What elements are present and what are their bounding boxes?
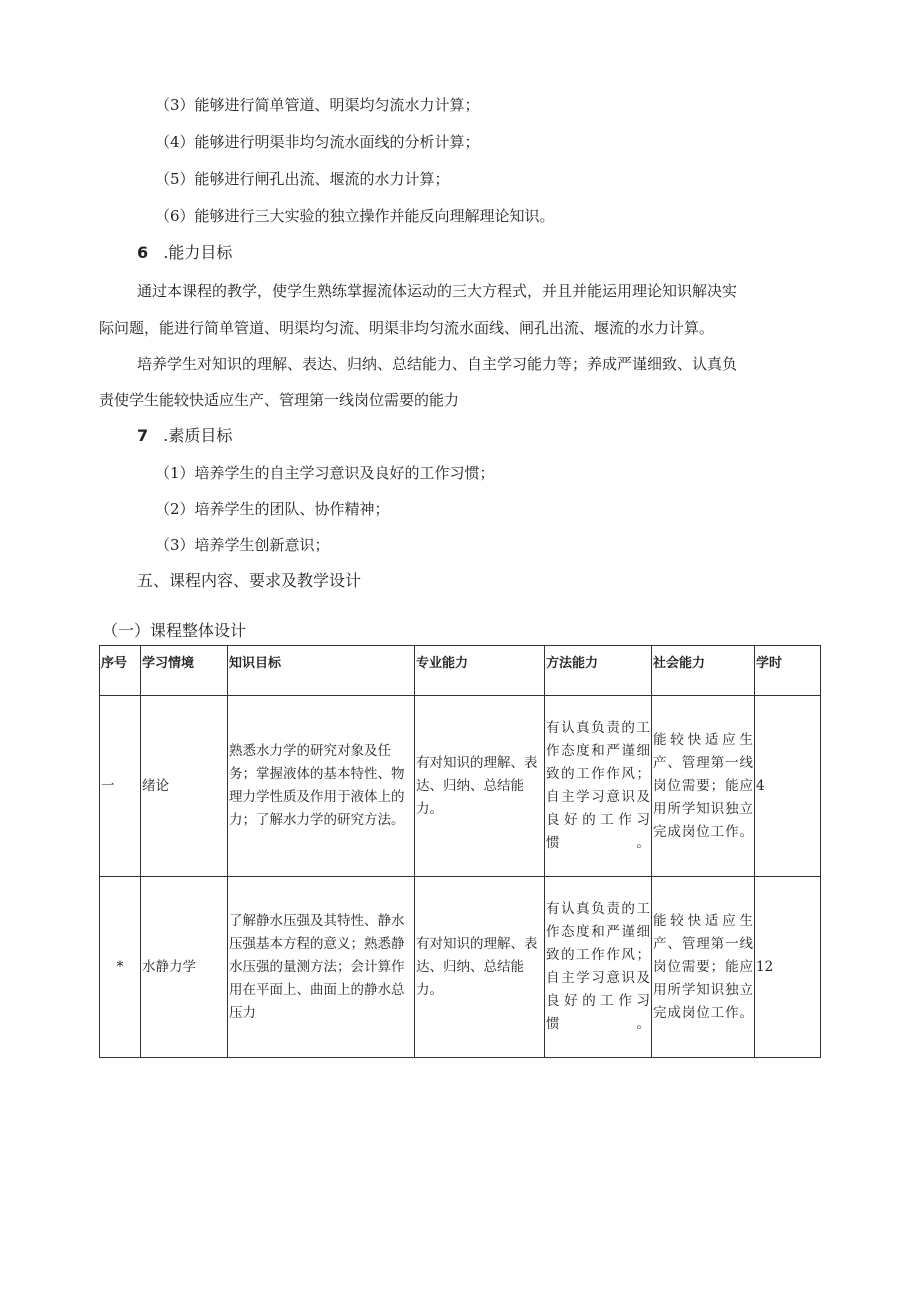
section-6-heading <box>137 243 232 263</box>
cell-knowledge: 熟悉水力学的研究对象及任务；掌握液体的基本特性、物理力学性质及作用于液体上的力；了解水力学的研究方法。 <box>228 696 415 877</box>
quality-item-3: （3）培养学生创新意识； <box>155 536 330 554</box>
cell-social: 能较快适应生产、管理第一线岗位需要；能应用所学知识独立完成岗位工作。 <box>652 877 755 1058</box>
header-context: 学习情境 <box>141 646 228 696</box>
cell-knowledge: 了解静水压强及其特性、静水压强基本方程的意义；熟悉静水压强的量测方法；会计算作用在平面上、曲面上的静水总压力 <box>228 877 415 1058</box>
course-design-table <box>99 645 821 1058</box>
cell-professional: 有对知识的理解、表达、归纳、总结能力。 <box>415 877 545 1058</box>
header-method: 方法能力 <box>545 646 652 696</box>
cell-hours: 12 <box>755 877 821 1058</box>
cell-seq: * <box>100 877 141 1058</box>
header-professional: 专业能力 <box>415 646 545 696</box>
section-7-number: 7 <box>137 426 149 445</box>
ability-paragraph-line-2: 际问题，能进行简单管道、明渠均匀流、明渠非均匀流水面线、闸孔出流、堰流的水力计算。 <box>99 319 715 337</box>
table-row <box>100 877 821 1058</box>
section-6-title: .能力目标 <box>163 243 233 262</box>
objective-item-4: （4）能够进行明渠非均匀流水面线的分析计算； <box>155 133 480 151</box>
cell-context: 绪论 <box>141 696 228 877</box>
quality-item-2: （2）培养学生的团队、协作精神； <box>155 500 390 518</box>
cell-professional: 有对知识的理解、表达、归纳、总结能力。 <box>415 696 545 877</box>
section-7-title: .素质目标 <box>163 426 233 445</box>
header-hours: 学时 <box>755 646 821 696</box>
objective-item-6: （6）能够进行三大实验的独立操作并能反向理解理论知识。 <box>155 207 555 225</box>
quality-item-1: （1）培养学生的自主学习意识及良好的工作习惯； <box>155 464 495 482</box>
course-design-subheading: （一）课程整体设计 <box>102 621 247 640</box>
header-seq: 序号 <box>100 646 141 696</box>
objective-item-5: （5）能够进行闸孔出流、堰流的水力计算； <box>155 170 450 188</box>
header-social: 社会能力 <box>652 646 755 696</box>
header-knowledge: 知识目标 <box>228 646 415 696</box>
section-7-heading <box>137 426 232 446</box>
training-paragraph-line-2: 责使学生能较快适应生产、管理第一线岗位需要的能力 <box>99 391 460 409</box>
table-row <box>100 696 821 877</box>
table-header-row <box>100 646 821 696</box>
cell-seq: 一 <box>100 696 141 877</box>
cell-context: 水静力学 <box>141 877 228 1058</box>
cell-hours: 4 <box>755 696 821 877</box>
ability-paragraph-line-1: 通过本课程的教学，使学生熟练掌握流体运动的三大方程式，并且并能运用理论知识解决实 <box>137 282 738 300</box>
objective-item-3: （3）能够进行简单管道、明渠均匀流水力计算； <box>155 96 480 114</box>
training-paragraph-line-1: 培养学生对知识的理解、表达、归纳、总结能力、自主学习能力等；养成严谨细致、认真负 <box>137 355 738 373</box>
section-5-heading: 五、课程内容、要求及教学设计 <box>137 571 362 590</box>
cell-method: 有认真负责的工作态度和严谨细致的工作作风；自主学习意识及良好的工作习惯。 <box>545 696 652 877</box>
cell-method: 有认真负责的工作态度和严谨细致的工作作风；自主学习意识及良好的工作习惯。 <box>545 877 652 1058</box>
cell-social: 能较快适应生产、管理第一线岗位需要；能应用所学知识独立完成岗位工作。 <box>652 696 755 877</box>
section-6-number: 6 <box>137 243 149 262</box>
